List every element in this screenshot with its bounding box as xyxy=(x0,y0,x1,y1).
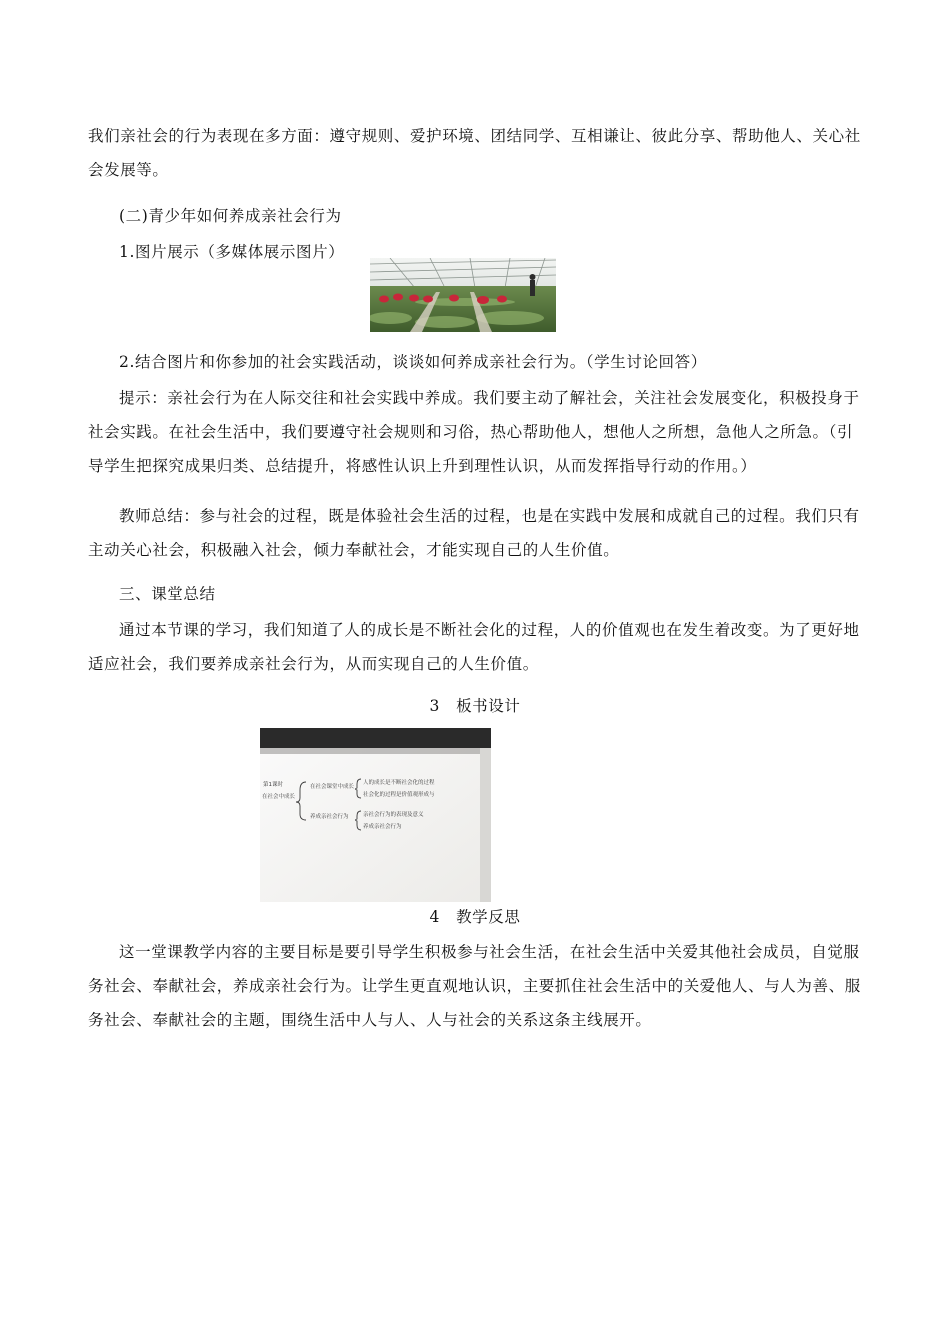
board-design-photo xyxy=(260,728,491,902)
board-branch-1-item-1: 人的成长是不断社会化的过程 xyxy=(363,780,435,786)
paragraph-class-summary: 通过本节课的学习，我们知道了人的成长是不断社会化的过程，人的价值观也在发生着改变。为了更好地适应社会，我们要养成亲社会行为，从而实现自己的人生价值。 xyxy=(88,621,860,673)
board-branch-2: 养成亲社会行为 xyxy=(310,814,349,820)
paragraph-teaching-reflection: 这一堂课教学内容的主要目标是要引导学生积极参与社会生活，在社会生活中关爱其他社会成员，自觉服务社会、奉献社会，养成亲社会行为。让学生更直观地认识，主要抓住社会生活中的关爱他人、与人为善、服务社会、奉献社会的主题，围绕生活中人与人、人与社会的关系这条主线展开。 xyxy=(88,943,861,1029)
board-branch-1: 在社会课堂中成长 xyxy=(310,784,355,790)
item-discussion-question: 2.结合图片和你参加的社会实践活动，谈谈如何养成亲社会行为。（学生讨论回答） xyxy=(119,353,707,371)
heading-teaching-reflection: 4 教学反思 xyxy=(429,908,521,926)
board-branch-2-item-2: 养成亲社会行为 xyxy=(363,824,402,830)
section-heading-class-summary: 三、课堂总结 xyxy=(119,585,216,603)
board-branch-1-item-2: 社会化的过程是价值观形成与 xyxy=(363,792,435,798)
paragraph-prosocial-behaviors: 我们亲社会的行为表现在多方面：遵守规则、爱护环境、团结同学、互相谦让、彼此分享、帮助他人、关心社会发展等。 xyxy=(88,127,861,179)
paragraph-hint: 提示：亲社会行为在人际交往和社会实践中养成。我们要主动了解社会，关注社会发展变化，积极投身于社会实践。在社会生活中，我们要遵守社会规则和习俗，热心帮助他人，想他人之所想，急他人之所急。（引导学生把探究成果归类、总结提升，将感性认识上升到理性认识，从而发挥指导行动的作用。） xyxy=(88,389,860,475)
section-heading-how-to-develop: (二)青少年如何养成亲社会行为 xyxy=(119,207,342,225)
board-branch-2-item-1: 亲社会行为的表现及意义 xyxy=(363,812,424,818)
heading-board-design: 3 板书设计 xyxy=(429,697,521,715)
item-picture-display: 1.图片展示（多媒体展示图片） xyxy=(119,243,345,261)
board-subtitle: 在社会中成长 xyxy=(262,794,296,800)
board-title: 第1课时 xyxy=(263,782,283,788)
paragraph-teacher-summary: 教师总结：参与社会的过程，既是体验社会生活的过程，也是在实践中发展和成就自己的过程。我们只有主动关心社会，积极融入社会，倾力奉献社会，才能实现自己的人生价值。 xyxy=(88,507,860,559)
greenhouse-photo xyxy=(370,258,556,332)
